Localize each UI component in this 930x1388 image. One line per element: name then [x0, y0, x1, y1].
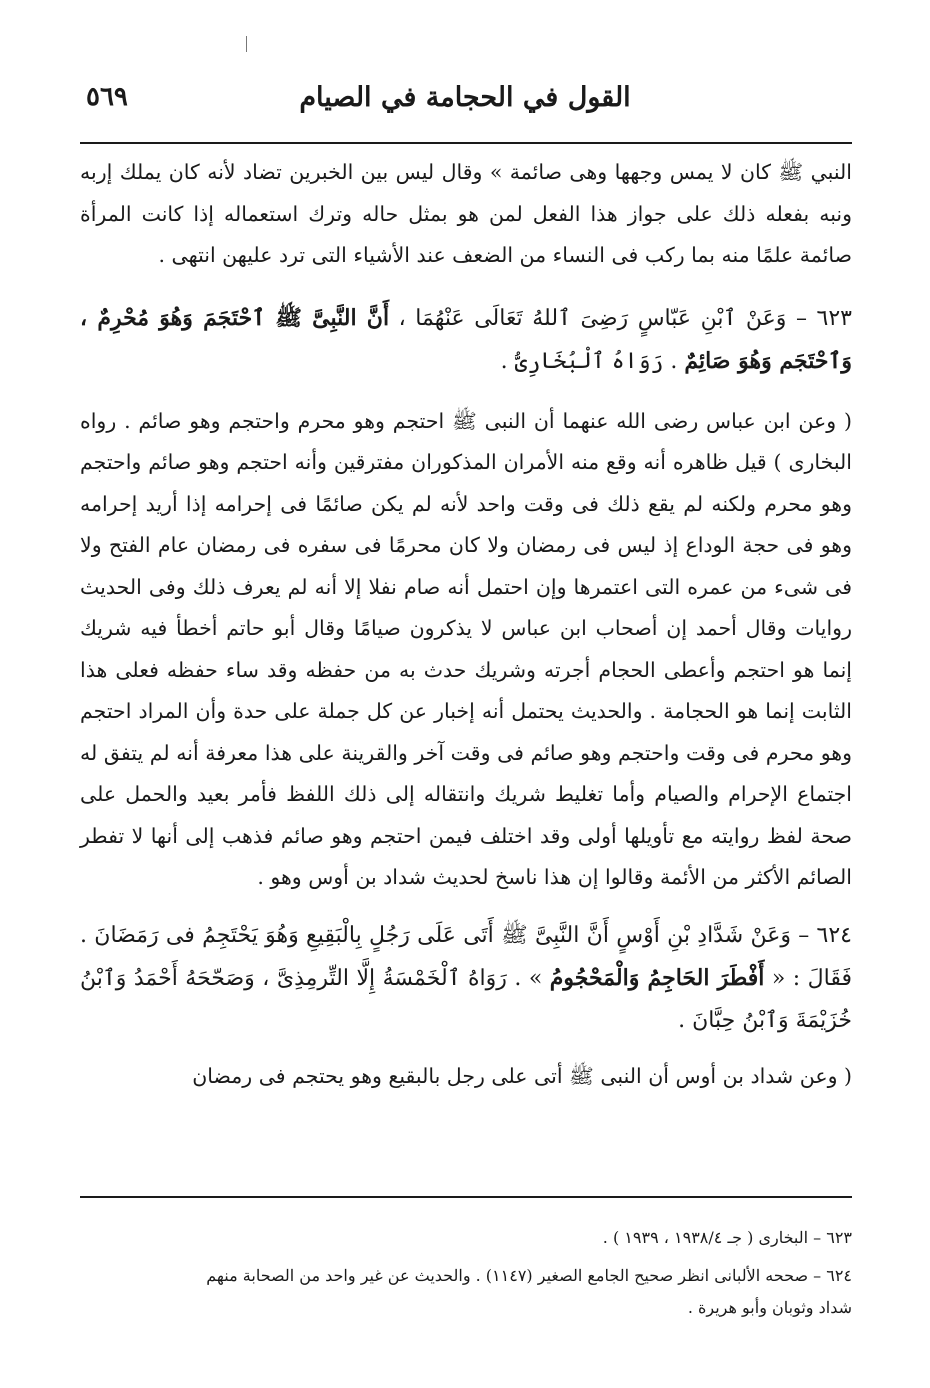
- hadith-623-source: . رَوَاهُ ٱلْبُخَارِىُّ .: [500, 348, 685, 374]
- hadith-624: [80, 915, 852, 1042]
- footnote-624-line-1: ٦٢٤ – صححه الألبانى انظر صحيح الجامع الصغير (١١٤٧) . والحديث عن غير واحد من الصحابة منهم: [206, 1266, 852, 1285]
- commentary-paragraph-3: ( وعن شداد بن أوس أن النبى ﷺ أتى على رجل بالبقيع وهو يحتجم فى رمضان: [192, 1063, 852, 1088]
- running-header: [80, 78, 850, 126]
- header-rule: [80, 142, 852, 144]
- footnotes: [80, 1222, 852, 1324]
- footnote-623: ٦٢٣ – البخارى ( جـ ١٩٣٨/٤ ، ١٩٣٩ ) .: [602, 1228, 852, 1247]
- main-text: [80, 152, 852, 1097]
- hadith-624-source: » . رَوَاهُ ٱلْخَمْسَةُ إِلَّا التِّرمِذِىَّ ، وَصَحّحَهُ أَحْمَدُ وَٱبْنُ خُزَيْمَةَ وَٱبْنُ حِبَّانَ .: [80, 965, 852, 1033]
- footnote-624-line-2: شداد وثوبان وأبو هريرة .: [687, 1298, 852, 1317]
- hadith-623: [80, 297, 852, 383]
- commentary-paragraph-2: ( وعن ابن عباس رضى الله عنهما أن النبى ﷺ احتجم وهو محرم واحتجم وهو صائم . رواه البخارى ) قيل ظاهره أنه وقع منه الأمران المذكوران مفترقين وأنه احتجم وهو صائم واحتجم وهو محرم ولكنه لم يقع ذلك فى وقت واحد لأنه لم يكن صائمًا فى إحرامه إذا أريد إحرامه وهو فى حجة الوداع إذ ليس فى رمضان ولا كان محرمًا فى سفره فى رمضان عام الفتح ولا فى شىء من عمره التى اعتمرها وإن احتمل أنه صام نفلا إلا أنه لم يعرف ذلك وفى الحديث روايات وقال أحمد إن أصحاب ابن عباس لا يذكرون صيامًا وقال أبو حاتم أخطأ فيه شريك إنما هو احتجم وأعطى الحجام أجرته وشريك حدث به من حفظه وقد ساء حفظه فعلى هذا الثابت إنما هو الحجامة . والحديث يحتمل أنه إخبار عن كل جملة على حدة وأن المراد احتجم وهو محرم فى وقت واحتجم وهو صائم فى وقت آخر والقرينة على هذا معرفة أنه لم يتفق له اجتماع الإحرام والصيام وأما تغليط شريك وانتقاله إلى ذلك اللفظ فأمر بعيد والحمل على صحة لفظ روايته مع تأويلها أولى وقد اختلف فيمن احتجم وهو صائم فذهب إلى أنها لا تفطر الصائم الأكثر من الأئمة وقالوا إن هذا ناسخ لحديث شداد بن أوس وهو .: [80, 408, 852, 889]
- hadith-623-isnad: ٦٢٣ – وَعَنْ ٱبْنِ عَبّاسٍ رَضِىَ ٱللهُ تَعَالَى عَنْهُمَا ،: [389, 305, 852, 331]
- chapter-title: القول في الحجامة في الصيام: [299, 82, 631, 113]
- hadith-623-matn: أَنَّ النَّبِىَّ ﷺ ٱحْتَجَمَ وَهُوَ مُحْرِمٌ ، وَٱحْتَجَم وَهُوَ صَائِمٌ: [80, 304, 852, 374]
- commentary-paragraph-1: النبي ﷺ كان لا يمس وجهها وهى صائمة » وقال ليس بين الخبرين تضاد لأنه كان يملك إربه ونبه بفعله ذلك على جواز هذا الفعل لمن هو بمثل حاله وترك استعماله إذا كانت المرأة صائمة علمًا منه بما ركب فى النساء من الضعف عند الأشياء التى ترد عليهن انتهى .: [80, 160, 852, 267]
- page-number: ٥٦٩: [86, 82, 128, 112]
- page-edge-mark: [246, 36, 247, 52]
- footnote-rule: [80, 1196, 852, 1198]
- hadith-624-matn: أَفْطَرَ الحَاجِمُ وَالْمَحْجُومُ: [549, 964, 765, 991]
- hadith-624-isnad: ٦٢٤ – وَعَنْ شَدَّادِ بْنِ أَوْسٍ أَنَّ النَّبِىَّ ﷺ أَتَى عَلَى رَجُلٍ بِالْبَقِيعِ وَهُوَ يَحْتَجِمُ فى رَمَضَانَ . فَقَالَ : «: [80, 922, 853, 991]
